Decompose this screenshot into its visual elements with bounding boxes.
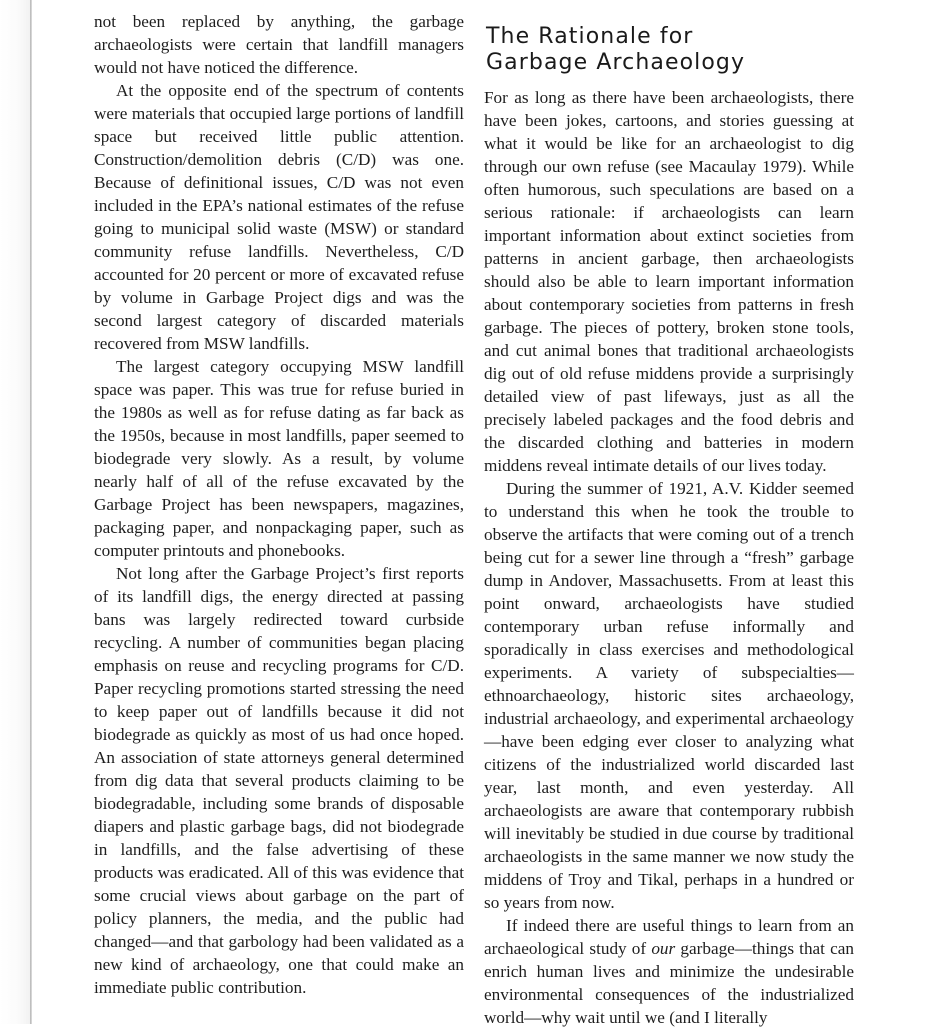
left-paragraph-1: not been replaced by anything, the garbage archaeologists were certain that landfill managers would not have noticed the difference.	[94, 12, 464, 77]
right-column	[484, 10, 854, 1029]
right-paragraph-1: For as long as there have been archaeologists, there have been jokes, cartoons, and stories guessing at what it would be like for an archaeologist to dig through our own refuse (see Macaulay 1979). While often humorous, such speculations are based on a serious rationale: if archaeologists can learn important information about extinct societies from patterns in ancient garbage, then archaeologists should also be able to learn important information about contemporary societies from patterns in fresh garbage. The pieces of pottery, broken stone tools, and cut animal bones that traditional archaeologists dig out of old refuse middens provide a surprisingly detailed view of past lifeways, just as all the precisely labeled packages and the food debris and the discarded clothing and batteries in modern middens reveal intimate details of our lives today.	[484, 88, 854, 475]
right-paragraph-3-text-b: garbage—things that can enrich human lives and minimize the undesirable environmental consequences of the industrialized world—why wait until we (and I literally	[484, 939, 854, 1027]
section-heading-line-1: The Rationale for	[486, 24, 694, 49]
page-gutter-edge	[30, 0, 32, 1024]
section-heading	[486, 24, 854, 76]
page-gutter-shadow	[0, 0, 30, 1024]
section-heading-line-2: Garbage Archaeology	[486, 50, 746, 75]
left-column	[94, 10, 464, 999]
right-paragraph-2: During the summer of 1921, A.V. Kidder seemed to understand this when he took the trouble to observe the artifacts that were coming out of a trench being cut for a sewer line through a “fresh” garbage dump in Andover, Massachusetts. From at least this point onward, archaeologists have studied contemporary urban refuse informally and sporadically in class exercises and methodological experiments. A variety of subspecialties—ethnoarchaeology, historic sites archaeology, industrial archaeology, and experimental archaeology—have been edging ever closer to analyzing what citizens of the industrialized world discarded last year, last month, and even yesterday. All archaeologists are aware that contemporary rubbish will inevitably be studied in due course by traditional archaeologists in the same manner we now study the middens of Troy and Tikal, perhaps in a hundred or so years from now.	[484, 479, 854, 912]
right-paragraph-3-emphasis: our	[651, 939, 676, 958]
left-paragraph-3: The largest category occupying MSW landfill space was paper. This was true for refuse buried in the 1980s as well as for refuse dating as far back as the 1950s, because in most landfills, paper seemed to biodegrade very slowly. As a result, by volume nearly half of all of the refuse excavated by the Garbage Project has been newspapers, magazines, packaging paper, and nonpackaging paper, such as computer printouts and phonebooks.	[94, 357, 464, 560]
left-paragraph-2: At the opposite end of the spectrum of contents were materials that occupied large portions of landfill space but received little public attention. Construction/demolition debris (C/D) was one. Because of definitional issues, C/D was not even included in the EPA’s national estimates of the refuse going to municipal solid waste (MSW) or standard community refuse landfills. Nevertheless, C/D accounted for 20 percent or more of excavated refuse by volume in Garbage Project digs and was the second largest category of discarded materials recovered from MSW landfills.	[94, 81, 464, 353]
right-paragraph-3-text-a: If indeed there are useful things to learn from an archaeological study of	[484, 916, 854, 958]
left-paragraph-4: Not long after the Garbage Project’s first reports of its landfill digs, the energy directed at passing bans was largely redirected toward curbside recycling. A number of communities began placing emphasis on reuse and recycling programs for C/D. Paper recycling promotions started stressing the need to keep paper out of landfills because it did not biodegrade as quickly as most of us had once hoped. An association of state attorneys general determined from dig data that several products claiming to be biodegradable, including some brands of disposable diapers and plastic garbage bags, did not biodegrade in landfills, and the false advertising of these products was eradicated. All of this was evidence that some crucial views about garbage on the part of policy planners, the media, and the public had changed—and that garbology had been validated as a new kind of archaeology, one that could make an immediate public contribution.	[94, 564, 464, 997]
right-paragraph-3	[484, 914, 854, 1029]
